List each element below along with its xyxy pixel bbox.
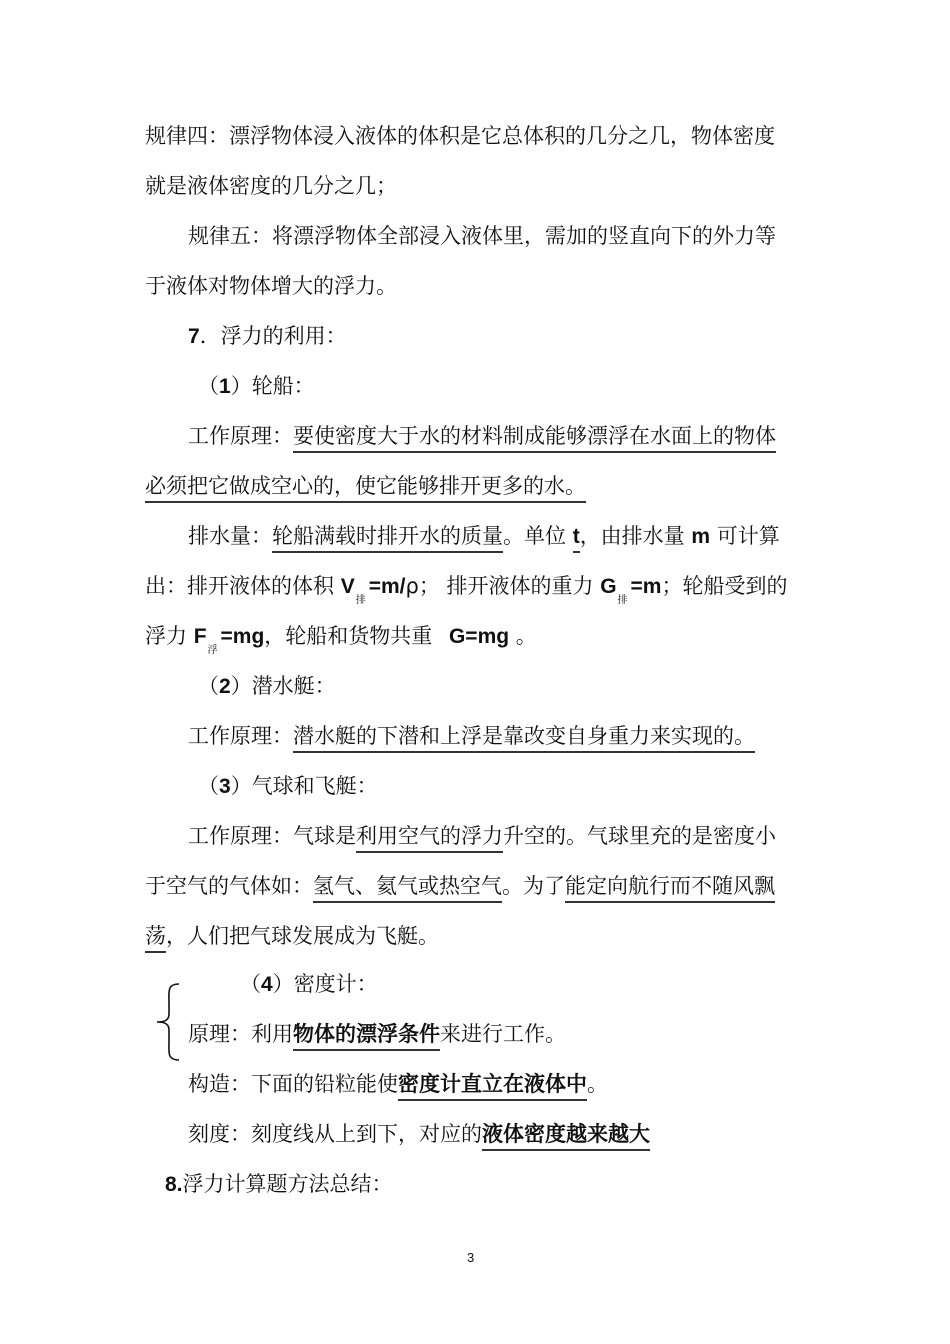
balloon-heading-text: 气球和飞艇： bbox=[251, 774, 378, 798]
displacement-mid: ，由排水量 bbox=[579, 524, 685, 548]
submarine-heading-number: 2 bbox=[219, 675, 231, 698]
displacement-unit: t bbox=[573, 525, 580, 553]
displacement-m: m bbox=[691, 525, 711, 548]
hydrometer-heading-number: 4 bbox=[261, 973, 273, 996]
balloon-line1 bbox=[188, 822, 776, 850]
hydrometer-scale-label: 刻度：刻度线从上到下，对应的 bbox=[188, 1122, 482, 1146]
hydrometer-scale-line bbox=[188, 1120, 650, 1148]
balloon-text-3: 。为了 bbox=[502, 874, 565, 898]
section8-heading bbox=[165, 1170, 393, 1199]
rule5-line2: 于液体对物体增大的浮力。 bbox=[145, 274, 397, 298]
ship-principle-line1 bbox=[188, 422, 776, 450]
buoyancy-end: 。 bbox=[515, 624, 537, 648]
calc-v-subscript: 排 bbox=[355, 595, 366, 606]
hydrometer-structure-label: 构造：下面的铅粒能使 bbox=[188, 1072, 398, 1096]
buoyancy-g-equation: G=mg bbox=[448, 625, 510, 648]
hydrometer-principle-text: 物体的漂浮条件 bbox=[293, 1022, 440, 1051]
balloon-principle-label: 工作原理：气球是 bbox=[188, 824, 356, 848]
submarine-heading: （2）潜水艇： bbox=[198, 674, 336, 698]
submarine-principle-line bbox=[188, 722, 755, 750]
calc-v-symbol: V bbox=[340, 575, 355, 598]
hydrometer-principle-label: 原理：利用 bbox=[188, 1022, 293, 1046]
section8-number: 8. bbox=[165, 1173, 183, 1196]
hydrometer-heading: （4）密度计： bbox=[240, 972, 378, 996]
left-brace bbox=[153, 982, 183, 1062]
submarine-heading-text: 潜水艇： bbox=[251, 674, 336, 698]
balloon-text-4: ，人们把气球发展成为飞艇。 bbox=[166, 924, 439, 948]
ship-principle-line2 bbox=[145, 472, 586, 500]
calc-g-subscript: 排 bbox=[617, 595, 628, 606]
calc-g-symbol: G bbox=[600, 575, 617, 598]
hydrometer-structure-end: 。 bbox=[587, 1072, 608, 1096]
calc-line bbox=[145, 572, 787, 615]
displacement-definition: 轮船满载时排开水的质量 bbox=[272, 524, 503, 553]
buoyancy-f-subscript: 浮 bbox=[207, 645, 218, 656]
ship-heading-text: 轮船： bbox=[251, 374, 315, 398]
displacement-label: 排水量： bbox=[188, 524, 272, 548]
balloon-underline-3b: 荡 bbox=[145, 924, 166, 953]
hydrometer-structure-line bbox=[188, 1070, 608, 1098]
calc-end: ；轮船受到的 bbox=[661, 574, 788, 598]
hydrometer-principle-line bbox=[188, 1020, 566, 1048]
section7-number: 7 bbox=[188, 325, 200, 348]
calc-g-equation: =m bbox=[630, 575, 662, 598]
rule5-line1: 规律五：将漂浮物体全部浸入液体里，需加的竖直向下的外力等 bbox=[188, 224, 776, 248]
ship-principle-text-a: 要使密度大于水的材料制成能够漂浮在水面上的物体 bbox=[293, 424, 776, 453]
rule4-line2: 就是液体密度的几分之几； bbox=[145, 174, 397, 198]
ship-principle-label: 工作原理： bbox=[188, 424, 293, 448]
section7-heading bbox=[188, 322, 347, 351]
rule4-line1: 规律四：漂浮物体浸入液体的体积是它总体积的几分之几，物体密度 bbox=[145, 124, 775, 148]
displacement-line bbox=[188, 522, 780, 551]
submarine-principle-text: 潜水艇的下潜和上浮是靠改变自身重力来实现的。 bbox=[293, 724, 755, 753]
page-number: 3 bbox=[467, 1250, 475, 1265]
balloon-heading-number: 3 bbox=[219, 775, 231, 798]
submarine-principle-label: 工作原理： bbox=[188, 724, 293, 748]
ship-heading: （1）轮船： bbox=[198, 374, 315, 398]
balloon-underline-2: 氢气、氦气或热空气 bbox=[313, 874, 502, 903]
balloon-text-1: 升空的。气球里充的是密度小 bbox=[503, 824, 776, 848]
hydrometer-structure-text: 密度计直立在液体中 bbox=[398, 1072, 587, 1101]
displacement-end: 可计算 bbox=[716, 524, 780, 548]
balloon-underline-1: 利用空气的浮力 bbox=[356, 824, 503, 853]
balloon-text-2: 于空气的气体如： bbox=[145, 874, 313, 898]
calc-rho: ρ； bbox=[405, 574, 440, 598]
balloon-line3 bbox=[145, 922, 439, 950]
section7-title: ．浮力的利用： bbox=[199, 324, 347, 348]
buoyancy-prefix: 浮力 bbox=[145, 624, 187, 648]
ship-heading-number: 1 bbox=[219, 375, 231, 398]
hydrometer-heading-text: 密度计： bbox=[293, 972, 378, 996]
calc-mid: 排开液体的重力 bbox=[446, 574, 594, 598]
buoyancy-line bbox=[145, 622, 537, 665]
buoyancy-mid: ，轮船和货物共重 bbox=[264, 624, 433, 648]
buoyancy-f-equation: =mg bbox=[220, 625, 265, 648]
displacement-unit-prefix: 。单位 bbox=[503, 524, 566, 548]
hydrometer-principle-end: 来进行工作。 bbox=[440, 1022, 566, 1046]
ship-principle-text-b: 必须把它做成空心的，使它能够排开更多的水。 bbox=[145, 474, 586, 503]
balloon-line2 bbox=[145, 872, 775, 900]
hydrometer-scale-text: 液体密度越来越大 bbox=[482, 1122, 650, 1151]
section8-title: 浮力计算题方法总结： bbox=[182, 1172, 393, 1196]
buoyancy-f-symbol: F bbox=[193, 625, 207, 648]
balloon-heading: （3）气球和飞艇： bbox=[198, 774, 378, 798]
calc-v-equation: =m/ bbox=[368, 575, 406, 598]
calc-prefix: 出：排开液体的体积 bbox=[145, 574, 334, 598]
balloon-underline-3a: 能定向航行而不随风飘 bbox=[565, 874, 775, 903]
